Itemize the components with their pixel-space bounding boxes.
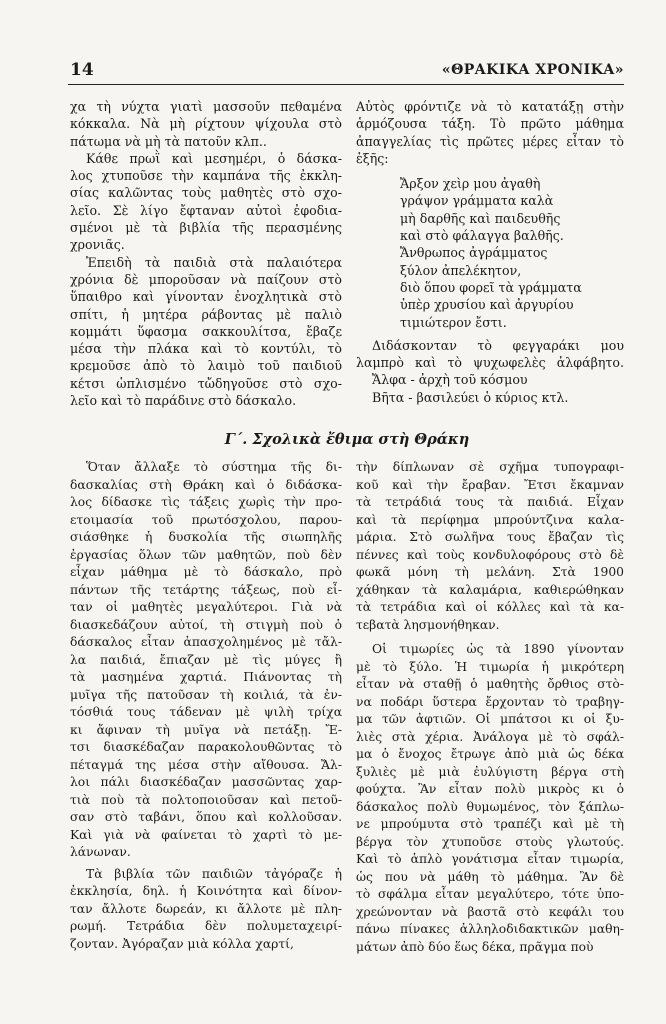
top-left-column: [70, 98, 342, 409]
page-header: [68, 58, 624, 85]
poem-line: Ἄνθρωπος ἀγράμματος: [400, 245, 548, 261]
text-line: κι ἄφιναν τὴ μυῖγα νὰ πετάξῃ. Ἔ-: [70, 722, 342, 737]
text-line: μάτων ἀπὸ δύο ἕως δέκα, πρᾶγμα ποὺ: [356, 939, 594, 954]
text-line: πέταγμά της μέσα στὴν αἴθουσα. Ἄλ-: [70, 757, 342, 772]
text-line: τόσθιά τους τάδεναν μὲ ψιλὴ τρίχα: [70, 705, 342, 719]
text-line: Κάθε πρωῒ καὶ μεσημέρι, ὁ δάσκα-: [86, 150, 342, 166]
text-line: Ὅταν ἄλλαξε τὸ σύστημα τῆς δι-: [86, 460, 342, 474]
intro-text: [356, 98, 624, 167]
text-line: χάθηκαν τὰ καλαμάρια, καθιερώθηκαν: [356, 582, 624, 597]
text-line: ἐκκλησία, δηλ. ἡ Κοινότητα καὶ δίνον-: [70, 884, 342, 898]
text-line: τσι διασκέδαζαν παρακολουθῶντας τὸ: [70, 740, 342, 754]
text-line: ὡς που νὰ μάθη τὸ μάθημα. Ἂν δὲ: [356, 869, 624, 884]
text-line: ξυλιὲς μὲ μιὰ ἐυλύγιστη βέργα στὴ: [356, 764, 624, 779]
text-line: δάσκαλος πολὺ θυμωμένος, τὸν ξάπλω-: [356, 799, 624, 814]
text-line: τὴν δίπλωναν σὲ σχῆμα τυπογραφι-: [356, 460, 624, 474]
text-line: χα τὴ νύχτα γιατὶ μασσοῦν πεθαμένα: [70, 99, 342, 114]
text-line: μα τῶν ἀφτιῶν. Οἱ μπάτσοι κι οἱ ξυ-: [356, 712, 624, 726]
text-line: τὰ μασημένα χαρτιά. Πιάνοντας τὴ: [70, 670, 342, 684]
text-line: λεῖο. Σὲ λίγο ἔφταναν αὐτοὶ ἐφοδια-: [70, 202, 342, 218]
text-line: λοι πάλι διασκέδαζαν μασσῶντας χαρ-: [70, 775, 342, 789]
paragraph: [70, 98, 342, 150]
text-line: λεῖο καὶ τὸ παράδινε στὸ δάσκαλο.: [70, 393, 297, 409]
journal-title: «ΘΡΑΚΙΚΑ ΧΡΟΝΙΚΑ»: [441, 62, 624, 78]
top-right-column: [356, 98, 624, 406]
poem-line: διὸ ὅπου φορεῖ τὰ γράμματα: [400, 279, 582, 295]
text-line: μάρια. Στὸ σωλῆνα τους ἔβαζαν τὶς: [356, 530, 624, 544]
text-line: σίας καλῶντας τοὺς μαθητὲς στὸ σχο-: [70, 185, 342, 201]
text-line: κρεμοῦσε ἀπὸ τὸ λαιμὸ τοῦ παιδιοῦ: [70, 358, 342, 374]
text-line: χρονιᾶς.: [70, 237, 125, 253]
page-number: 14: [70, 60, 94, 80]
text-line: φωκᾶ μόνη τὴ μελάνη. Στὰ 1900: [356, 565, 624, 579]
text-line: Αὐτὸς φρόντιζε νὰ τὸ κατατάξῃ στὴν: [356, 99, 624, 114]
text-line: ἁρμόζουσα τάξη. Τὸ πρῶτο μάθημα: [356, 116, 624, 132]
text-line: ὕπαιθρο καὶ γίνονταν ἐνοχλητικὰ στὸ: [70, 289, 342, 305]
text-line: πάντων τῆς τετάρτης τάξεως, ποὺ εἶ-: [70, 582, 342, 597]
text-line: τὸ σφάλμα εἶταν μεγαλύτερο, τότε ὑπο-: [356, 887, 624, 901]
text-line: φούχτα. Ἂν εἶταν πολὺ μικρὸς κι ὁ: [356, 782, 624, 796]
text-line: μα ὁ ἔνοχος ἔτρωγε ἀπὸ μιὰ ὡς δέκα: [356, 747, 624, 761]
text-line: λαμπρὸ καὶ τὸ ψυχωφελὲς ἀλφάβητο.: [356, 355, 624, 371]
text-line: εἶχαν μάθημα μὲ τὸ δάσκαλο, πρὸ: [70, 565, 342, 579]
bottom-right-column: [356, 459, 624, 956]
text-line: πάνω πίνακες ἀλληλοδιδακτικῶν μαθη-: [356, 922, 624, 936]
text-line: μὲ τὸ ξύλο. Ἡ τιμωρία ἡ μικρότερη: [356, 659, 624, 674]
paragraph: [356, 641, 624, 956]
text-line: δάσκαλος εἶταν ἀπασχολημένος μὲ τἄλ-: [70, 635, 342, 649]
text-line: χρεώνονταν νὰ βαστᾶ στὸ κεφάλι του: [356, 904, 624, 919]
text-line: Βῆτα - βασιλεύει ὁ κύριος κτλ.: [372, 389, 569, 405]
text-line: ζονταν. Ἀγόραζαν μιὰ κόλλα χαρτί,: [70, 936, 294, 951]
text-line: διασκεδάζουν αὐτοί, τὴ στιγμὴ ποὺ ὁ: [70, 617, 342, 632]
text-line: χρόνια δὲ μποροῦσαν νὰ παίζουν στὸ: [70, 271, 342, 287]
text-line: λιὲς στὰ χέρια. Ἀνάλογα μὲ τὸ σφάλ-: [356, 729, 624, 744]
text-line: κομμάτι ὕφασμα σακκουλίτσα, ἔβαζε: [70, 323, 342, 339]
section-title: Γ΄. Σχολικὰ ἔθιμα στὴ Θράκη: [224, 431, 470, 448]
text-line: σαν στὸ ταβάνι, ὅπου καὶ κολλοῦσαν.: [70, 810, 342, 824]
text-line: Ἄλφα - ἀρχὴ τοῦ κόσμου: [372, 372, 528, 388]
text-line: πάτωμα νὰ μὴ τὰ πατοῦν κλπ..: [70, 133, 267, 149]
text-line: ἀπαγγελίας τὶς πρῶτες μέρες εἶταν τὸ: [356, 133, 624, 149]
poem-line: Ἄρξον χεὶρ μου ἀγαθὴ: [400, 176, 541, 192]
text-line: λος χτυποῦσε τὴν καμπάνα τῆς ἐκκλη-: [70, 168, 342, 184]
text-line: εἶταν νὰ σταθῇ ὁ μαθητὴς ὄρθιος στὸ-: [356, 677, 624, 691]
text-line: κόκκαλα. Νὰ μὴ ρίχτουν ψίχουλα στὸ: [70, 116, 342, 132]
text-line: ἑξῆς:: [356, 150, 389, 166]
text-line: Διδάσκονταν τὸ φεγγαράκι μου: [372, 337, 624, 353]
text-line: σιάσθηκε ἡ δυσκολία τῆς σιωπηλῆς: [70, 530, 342, 544]
paragraph: [70, 150, 342, 254]
poem-line: ξύλον ἀπελέκητον,: [400, 262, 522, 278]
paragraph: [70, 254, 342, 410]
text-line: Τὰ βιβλία τῶν παιδιῶν τἀγόραζε ἡ: [86, 866, 342, 881]
text-line: τιὰ ποὺ τὰ πολτοποιοῦσαν καὶ πετοῦ-: [70, 792, 342, 807]
outro-text: [356, 337, 624, 406]
poem-line: ὑπὲρ χρυσίου καὶ ἀργυρίου: [400, 297, 574, 313]
text-line: βέργα τὸν χτυποῦσε στοὺς γλωτούς.: [356, 834, 624, 849]
poem: [400, 175, 624, 331]
text-line: λα παιδιά, ἔπιαζαν μὲ τὶς μύγες ἢ: [70, 652, 342, 667]
text-line: κοῦ καὶ τὴν ἔραβαν. Ἔτσι ἔκαμναν: [356, 477, 624, 492]
text-line: ταν ἄλλοτε δωρεάν, κι ἄλλοτε μὲ πλη-: [70, 901, 342, 916]
poem-line: γράψον γράμματα καλὰ: [400, 193, 554, 209]
text-line: Ἐπειδὴ τὰ παιδιὰ στὰ παλαιότερα: [86, 254, 342, 270]
text-line: ρωμή. Τετράδια δὲν πολυμεταχειρί-: [70, 919, 342, 933]
paragraph: [70, 459, 342, 862]
poem-line: καὶ στὸ φάλαγγα βαλθῆς.: [400, 228, 564, 244]
text-line: τεβατὰ λησμονήθηκαν.: [356, 617, 500, 632]
text-line: νε μπρούμυτα στὸ τραπέζι καὶ μὲ τὴ: [356, 817, 624, 831]
paragraph: [70, 866, 342, 954]
text-line: ἐργασίας ὅλων τῶν μαθητῶν, ποὺ δὲν: [70, 547, 342, 562]
bottom-left-column: [70, 459, 342, 953]
text-line: τὰ τετράδιά τους τὰ παιδιά. Εἶχαν: [356, 495, 624, 509]
text-line: σμένοι μὲ τὰ βιβλία τῆς περασμένης: [70, 220, 342, 236]
poem-line: τιμιώτερον ἔστι.: [400, 314, 507, 330]
text-line: Καὶ τὸ ἁπλὸ γονάτισμα εἶταν τιμωρία,: [356, 852, 624, 866]
text-line: καὶ τὰ περίφημα μπρούντζινα καλα-: [356, 512, 624, 527]
text-line: ετοιμασία τοῦ πρωτόσχολου, παρου-: [70, 512, 342, 527]
text-line: μυῖγα τῆς πατοῦσαν τὴ κοιλιά, τὰ ἐν-: [70, 687, 342, 702]
text-line: Οἱ τιμωρίες ὡς τὰ 1890 γίνονταν: [372, 642, 624, 656]
text-line: μέσα τὴν πλάκα καὶ τὸ κοντύλι, τὸ: [70, 341, 342, 357]
text-line: να ποδάρι ὕστερα ἔρχονταν τὸ τραβηγ-: [356, 694, 624, 709]
text-line: τὰ τετράδια καὶ οἱ κόλλες καὶ τὰ κα-: [356, 600, 624, 614]
text-line: πέννες καὶ τοὺς κονδυλοφόρους στὸ δὲ: [356, 547, 624, 562]
text-line: κέτσι ὡπλισμένο τὤδηγοῦσε στὸ σχο-: [70, 375, 342, 391]
text-line: λος δίδασκε τὶς τάξεις χωρὶς τὴν προ-: [70, 495, 342, 509]
text-line: Καὶ γιὰ νὰ φαίνεται τὸ χαρτὶ τὸ με-: [70, 827, 342, 842]
paragraph: [356, 459, 624, 634]
text-line: σπίτι, ἡ μητέρα ράβοντας μὲ παλιὸ: [70, 306, 342, 322]
text-line: λάνωναν.: [70, 845, 131, 859]
text-line: δασκαλίας στὴ Θράκη καὶ ὁ διδάσκα-: [70, 477, 342, 492]
text-line: ταν οἱ μαθητὲς μεγαλύτεροι. Γιὰ νὰ: [70, 600, 342, 614]
poem-line: μὴ δαρθῆς καὶ παιδευθῆς: [400, 210, 561, 226]
